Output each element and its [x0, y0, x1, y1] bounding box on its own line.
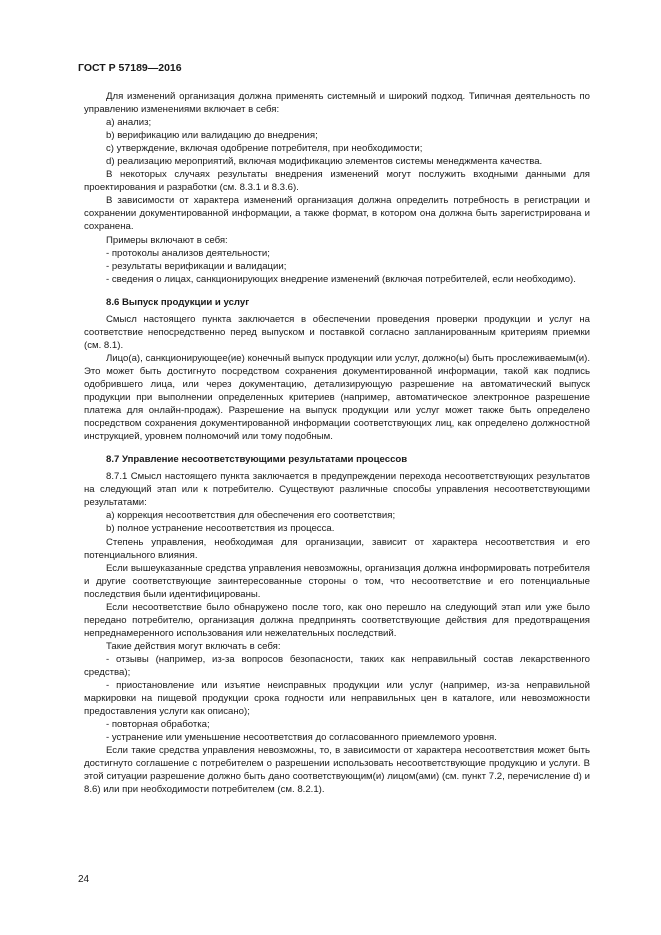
section-heading: 8.6 Выпуск продукции и услуг — [106, 296, 250, 308]
paragraph: - протоколы анализов деятельности; — [106, 247, 270, 259]
paragraph: - отзывы (например, из-за вопросов безопасности, таких как неправильный состав лекарственного средства); — [84, 653, 590, 678]
paragraph: - приостановление или изъятие неисправных продукции или услуг (например, из-за неправильной маркировки на пищевой продукции срока годности или неправильных цен в каталоге, или невозможности предоставления услуги как описано); — [84, 680, 590, 718]
paragraph: - сведения о лицах, санкционирующих внедрение изменений (включая потребителей, если необходимо). — [106, 273, 576, 285]
paragraph: Такие действия могут включать в себя: — [106, 640, 281, 652]
paragraph: В некоторых случаях результаты внедрения изменений могут послужить входными данными для проектирования и разработки (см. 8.3.1 и 8.3.6). — [84, 169, 590, 194]
page-number: 24 — [78, 874, 90, 885]
paragraph: - повторная обработка; — [106, 719, 210, 731]
paragraph: - результаты верификации и валидации; — [106, 260, 287, 272]
paragraph: В зависимости от характера изменений организация должна определить потребность в регистрации и сохранении документированной информации, а также формат, в котором она должна быть зарегистрирована и сохранена. — [84, 195, 590, 233]
paragraph: c) утверждение, включая одобрение потребителя, при необходимости; — [106, 143, 423, 155]
paragraph: b) верификацию или валидацию до внедрения; — [106, 130, 318, 142]
paragraph: Степень управления, необходимая для организации, зависит от характера несоответствия и его потенциального влияния. — [84, 536, 590, 561]
paragraph: - устранение или уменьшение несоответствия до согласованного приемлемого уровня. — [106, 732, 497, 744]
paragraph: Примеры включают в себя: — [106, 234, 228, 246]
paragraph: Если несоответствие было обнаружено после того, как оно перешло на следующий этап или уже было передано потребителю, организация должна предпринять соответствующие действия для предотвращения непреднамеренного использования или нежелательных последствий. — [84, 601, 590, 639]
paragraph: Если вышеуказанные средства управления невозможны, организация должна информировать потребителя и другие соответствующие заинтересованные стороны о том, что несоответствие и его потенциальные последствия были идентифицированы. — [84, 562, 590, 600]
paragraph: 8.7.1 Смысл настоящего пункта заключается в предупреждении перехода несоответствующих результатов на следующий этап или к потребителю. Существуют различные способы управления несоответствующими результатами: — [84, 471, 590, 509]
document-body — [84, 90, 590, 796]
paragraph: Лицо(а), санкционирующее(ие) конечный выпуск продукции или услуг, должно(ы) быть прослеживаемым(и). Это может быть достигнуто посредством сохранения документированной информации, такой как подпись одобрившего лица, или через документацию, детализирующую разрешение на автоматический выпуск продукции при выполнении определенных критериев (например, автоматическое электронное разрешение платежа для онлайн-продаж). Разрешение на выпуск продукции или услуг может также быть определено посредством сохранения документированной информации соответствующих лиц, как определено должностной инструкцией, уровнем полномочий или тому подобным. — [84, 352, 590, 443]
paragraph: b) полное устранение несоответствия из процесса. — [106, 523, 335, 535]
document-header: ГОСТ Р 57189—2016 — [78, 62, 182, 74]
paragraph: a) анализ; — [106, 117, 152, 129]
section-heading: 8.7 Управление несоответствующими результатами процессов — [106, 454, 408, 466]
paragraph: d) реализацию мероприятий, включая модификацию элементов системы менеджмента качества. — [106, 156, 543, 168]
paragraph: a) коррекция несоответствия для обеспечения его соответствия; — [106, 510, 396, 522]
paragraph: Для изменений организация должна применять системный и широкий подход. Типичная деятельность по управлению изменениями включает в себя: — [84, 91, 590, 116]
paragraph: Если такие средства управления невозможны, то, в зависимости от характера несоответствия может быть достигнуто соглашение с потребителем о разрешении использовать несоответствующие продукцию и услуги. В этой ситуации разрешение должно быть дано соответствующим(и) лицом(ами) (см. пункт 7.2, перечисление d) и 8.6) или при необходимости потребителем (см. 8.2.1). — [84, 745, 590, 796]
paragraph: Смысл настоящего пункта заключается в обеспечении проведения проверки продукции и услуг на соответствие непосредственно перед выпуском и поставкой согласно запланированным критериям приемки (см. 8.1). — [84, 313, 590, 351]
